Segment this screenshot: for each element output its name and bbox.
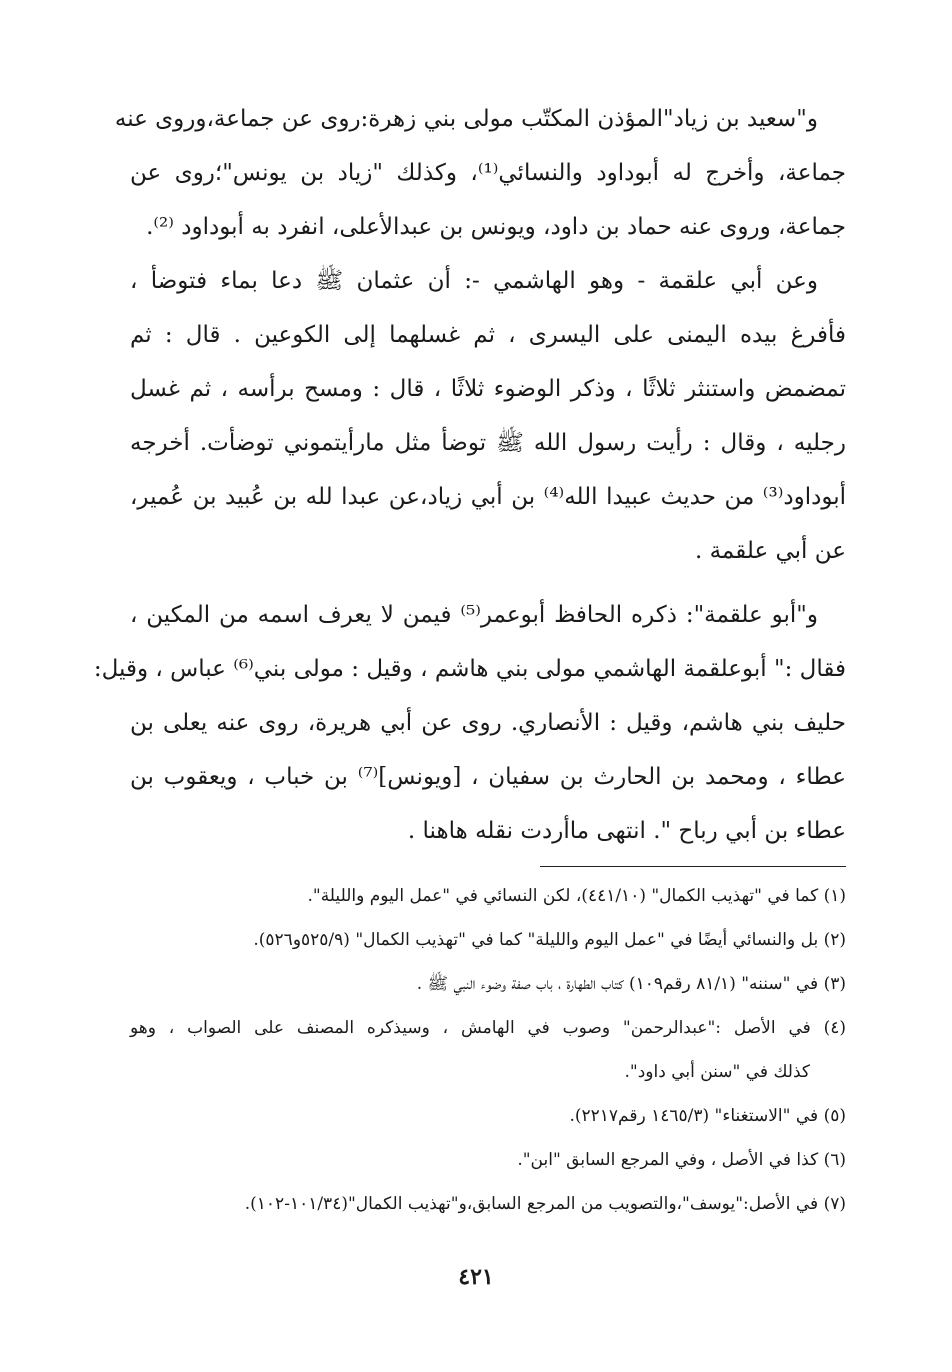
- footnote-continuation: كذلك في "سنن أبي داود".: [624, 1062, 810, 1082]
- text-line: عطاء بن أبي رباح ". انتهى ماأردت نقله هاهنا .: [407, 818, 846, 844]
- text-line: عن أبي علقمة .: [694, 538, 846, 564]
- footnote: (٧) في الأصل:"يوسف"،والتصويب من المرجع السابق،و"تهذيب الكمال"(١٠١/٣٤-١٠٢).: [244, 1194, 846, 1214]
- footnote: (٥) في "الاستغناء" (١٤٦٥/٣ رقم٢٢١٧).: [569, 1106, 846, 1126]
- main-text: [93, 92, 847, 858]
- paragraph-gap: [130, 578, 846, 588]
- text-line: جماعة، وروى عنه حماد بن داود، ويونس بن عبدالأعلى، انفرد به أبوداود ⁽²⁾.: [146, 214, 846, 240]
- text-line: رجليه ، وقال : رأيت رسول الله ﷺ توضأ مثل مارأيتموني توضأت. أخرجه: [130, 430, 846, 456]
- text-line: فأفرغ بيده اليمنى على اليسرى ، ثم غسلهما إلى الكوعين . قال : ثم: [130, 322, 846, 348]
- text-line: أبوداود⁽³⁾ من حديث عبيدا الله⁽⁴⁾ بن أبي زياد،عن عبدا لله بن عُبيد بن عُمير،: [130, 484, 847, 510]
- footnote: (٤) في الأصل :"عبدالرحمن" وصوب في الهامش ، وسيذكره المصنف على الصواب ، وهو: [130, 1018, 846, 1038]
- text-line: جماعة، وأخرج له أبوداود والنسائي⁽¹⁾، وكذلك "زياد بن يونس"؛روى عن: [130, 160, 846, 186]
- footnote: (٢) بل والنسائي أيضًا في "عمل اليوم والليلة" كما في "تهذيب الكمال" (٥٢٥/٩و٥٢٦).: [253, 930, 846, 950]
- text-line: تمضمض واستنثر ثلاثًا ، وذكر الوضوء ثلاثًا ، قال : ومسح برأسه ، ثم غسل: [130, 376, 846, 402]
- text-line: فقال :" أبوعلقمة الهاشمي مولى بني هاشم ، وقيل : مولى بني⁽⁶⁾ عباس ، وقيل:: [93, 656, 846, 682]
- footnote: (٦) كذا في الأصل ، وفي المرجع السابق "ابن".: [517, 1150, 846, 1170]
- text-line: و"أبو علقمة": ذكره الحافظ أبوعمر⁽⁵⁾ فيمن لا يعرف اسمه من المكين ،: [130, 602, 818, 628]
- footnote-separator: [540, 866, 846, 867]
- footnotes: [130, 874, 846, 1226]
- text-line: حليف بني هاشم، وقيل : الأنصاري. روى عن أبي هريرة، روى عنه يعلى بن: [130, 710, 846, 736]
- footnote: (٣) في "سننه" (٨١/١ رقم١٠٩) كتاب الطهارة ، باب صفة وضوء النبي ﷺ .: [416, 974, 846, 994]
- footnote: (١) كما في "تهذيب الكمال" (٤٤١/١٠)، لكن النسائي في "عمل اليوم والليلة".: [307, 886, 846, 906]
- text-line: و"سعيد بن زياد"المؤذن المكتّب مولى بني زهرة:روى عن جماعة،وروى عنه: [114, 106, 818, 132]
- text-line: وعن أبي علقمة - وهو الهاشمي -: أن عثمان ﷺ دعا بماء فتوضأ ،: [130, 268, 818, 294]
- page-number: ٤٢١: [458, 1264, 494, 1290]
- text-line: عطاء ، ومحمد بن الحارث بن سفيان ، [ويونس]⁽⁷⁾ بن خباب ، ويعقوب بن: [130, 764, 846, 790]
